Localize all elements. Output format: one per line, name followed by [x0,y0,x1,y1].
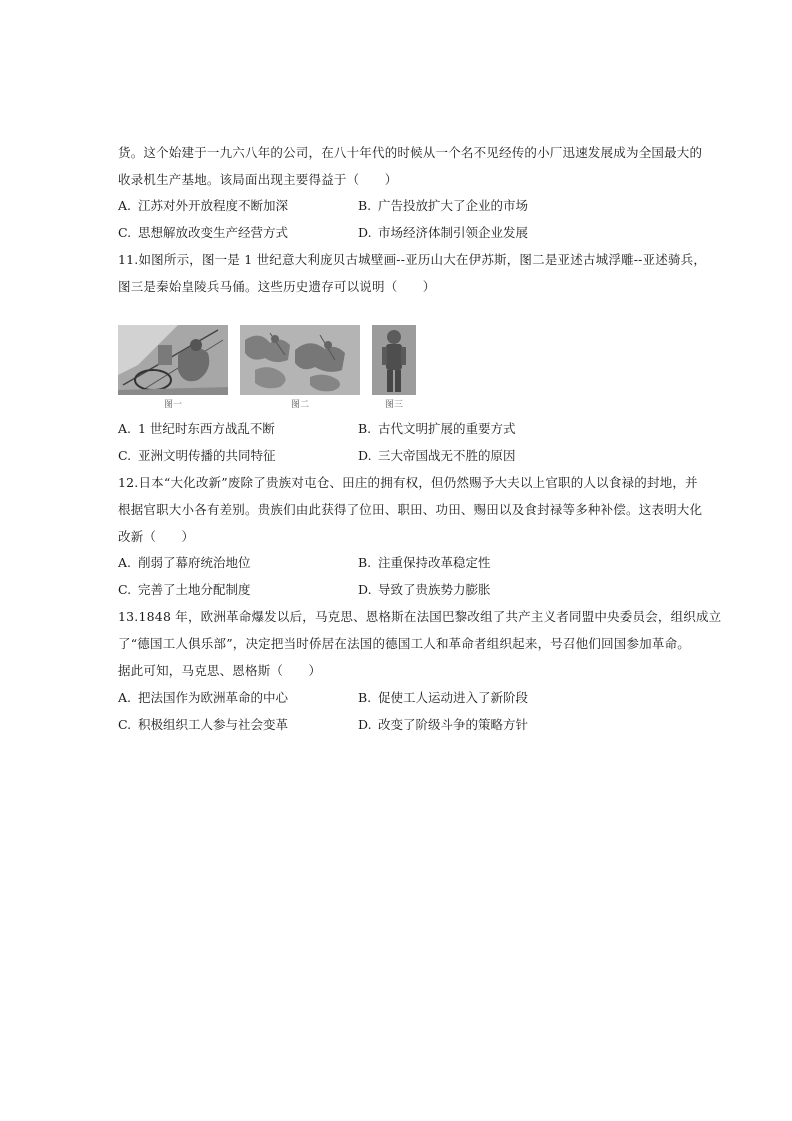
q10-text-line-2: 收录机生产基地。该局面出现主要得益于（ ） [118,172,398,187]
figure-3-caption: 图三 [384,400,403,410]
q13-text-line-1: 13.1848 年，欧洲革命爆发以后，马克思、恩格斯在法国巴黎改组了共产主义者同盟中央委员会，组织成立 [118,609,722,624]
q13-option-c[interactable] [118,715,288,733]
q11-option-d[interactable] [358,446,516,464]
option-text: 把法国作为欧洲革命的中心 [138,690,289,705]
option-letter: C. [118,717,132,732]
q12-option-d[interactable] [358,580,491,598]
option-letter: B. [358,421,372,436]
q12-text-line-1: 12.日本“大化改新”废除了贵族对屯仓、田庄的拥有权，但仍然赐予大夫以上官职的人以食禄的封地，并 [118,475,698,490]
figure-2-caption: 图二 [290,400,309,410]
q13-option-d[interactable] [358,715,528,733]
q13-option-b[interactable] [358,688,528,706]
option-text: 思想解放改变生产经营方式 [138,225,289,240]
option-letter: D. [358,582,372,597]
figure-3 [372,325,416,410]
option-letter: B. [358,198,372,213]
q11-option-c[interactable] [118,446,276,464]
q10-text-line-1: 货。这个始建于一九六八年的公司，在八十年代的时候从一个名不见经传的小厂迅速发展成为全国最大的 [118,145,703,160]
option-letter: A. [118,690,132,705]
option-text: 1 世纪时东西方战乱不断 [138,421,275,436]
option-text: 导致了贵族势力膨胀 [378,582,491,597]
option-text: 促使工人运动进入了新阶段 [378,690,529,705]
option-text: 积极组织工人参与社会变革 [138,717,289,732]
option-letter: C. [118,448,132,463]
option-text: 古代文明扩展的重要方式 [378,421,516,436]
q13-option-a[interactable] [118,688,288,706]
option-letter: A. [118,421,132,436]
option-text: 市场经济体制引领企业发展 [378,225,529,240]
option-letter: D. [358,717,372,732]
option-text: 江苏对外开放程度不断加深 [138,198,289,213]
q11-text-line-1: 11.如图所示，图一是 1 世纪意大利庞贝古城壁画--亚历山大在伊苏斯，图二是亚述古城浮雕--亚述骑兵， [118,252,707,267]
figure-2 [240,325,360,410]
option-text: 完善了土地分配制度 [138,582,251,597]
option-letter: B. [358,690,372,705]
cavalry-relief-image [240,325,360,395]
option-letter: B. [358,555,372,570]
q12-text-line-3: 改新（ ） [118,529,195,544]
figure-1 [118,325,228,410]
q12-text-line-2: 根据官职大小各有差别。贵族们由此获得了位田、职田、功田、赐田以及食封禄等多种补偿。这表明大化 [118,502,703,517]
figure-1-caption: 图一 [163,400,182,410]
q13-text-line-3: 据此可知，马克思、恩格斯（ ） [118,663,322,678]
q12-option-b[interactable] [358,553,491,571]
chariot-mural-image [118,325,228,395]
q10-option-d[interactable] [358,223,528,241]
option-text: 注重保持改革稳定性 [378,555,491,570]
option-letter: A. [118,555,132,570]
q12-option-c[interactable] [118,580,251,598]
q12-option-a[interactable] [118,553,251,571]
q10-option-a[interactable] [118,196,288,214]
q10-option-c[interactable] [118,223,288,241]
q11-figures [118,325,428,413]
option-text: 亚洲文明传播的共同特征 [138,448,276,463]
option-text: 改变了阶级斗争的策略方针 [378,717,529,732]
option-letter: D. [358,225,372,240]
q10-option-b[interactable] [358,196,528,214]
q11-text-line-2: 图三是秦始皇陵兵马俑。这些历史遗存可以说明（ ） [118,279,436,294]
option-letter: C. [118,225,132,240]
option-letter: A. [118,198,132,213]
option-letter: C. [118,582,132,597]
q13-text-line-2: 了“德国工人俱乐部”，决定把当时侨居在法国的德国工人和革命者组织起来，号召他们回国参加革命。 [118,636,690,651]
terracotta-warrior-image [372,325,416,395]
q11-option-a[interactable] [118,419,275,437]
option-text: 三大帝国战无不胜的原因 [378,448,516,463]
option-letter: D. [358,448,372,463]
option-text: 削弱了幕府统治地位 [138,555,251,570]
option-text: 广告投放扩大了企业的市场 [378,198,529,213]
q11-option-b[interactable] [358,419,516,437]
